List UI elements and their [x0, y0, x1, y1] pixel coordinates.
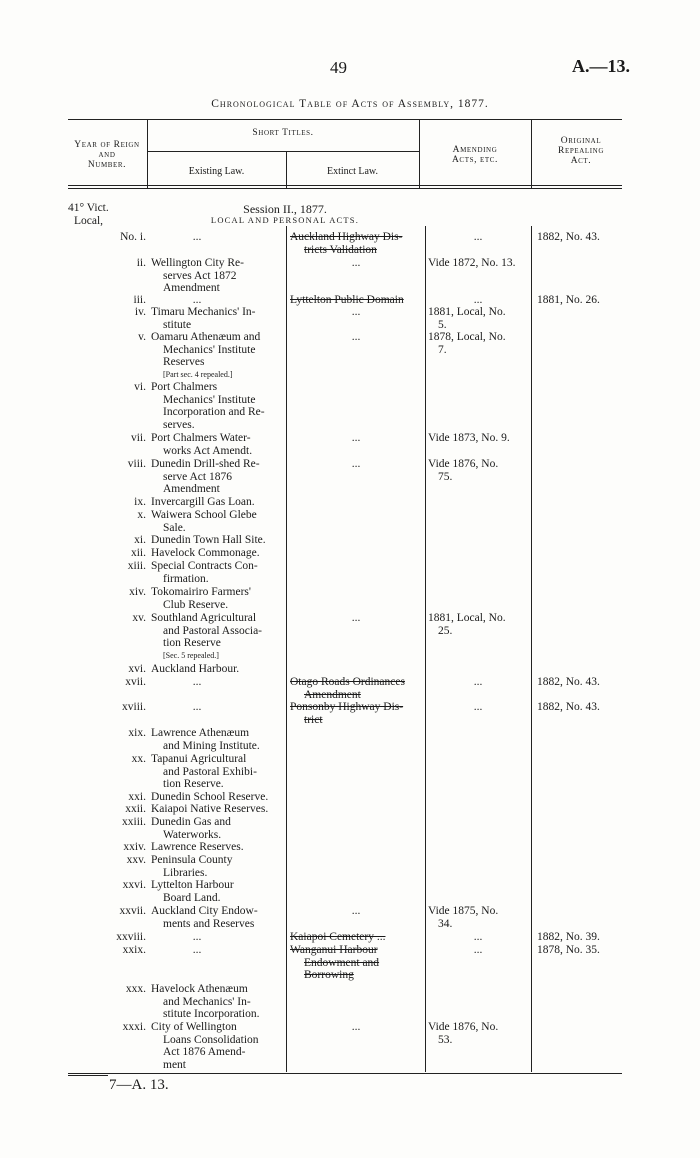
- existing-law-cell: [151, 432, 283, 457]
- act-number: xxix.: [122, 944, 146, 956]
- existing-law-line: Tokomairiro Farmers': [151, 586, 251, 598]
- existing-law-line: ...: [192, 931, 202, 943]
- existing-law-line: Invercargill Gas Loan.: [151, 496, 255, 508]
- act-number: xi.: [134, 534, 146, 546]
- existing-law-line: Loans Consolidation: [163, 1033, 259, 1046]
- extinct-law-cell: [290, 931, 422, 944]
- existing-law-line: Dunedin School Reserve.: [151, 791, 269, 803]
- act-number: ii.: [136, 257, 146, 269]
- existing-law-line: tion Reserve: [163, 637, 221, 649]
- act-number: viii.: [127, 458, 146, 470]
- existing-law-line: ments and Reserves: [163, 917, 255, 930]
- existing-law-line: Dunedin Town Hall Site.: [151, 534, 266, 546]
- existing-law-line: Board Land.: [163, 891, 221, 904]
- existing-law-line: Amendment: [163, 483, 220, 495]
- existing-law-line: ...: [192, 944, 202, 956]
- existing-law-cell: [151, 753, 283, 791]
- extinct-law-line: trict: [304, 713, 323, 726]
- act-number: iii.: [133, 294, 146, 306]
- act-number: xii.: [130, 547, 146, 559]
- existing-law-line: Lyttelton Harbour: [151, 879, 234, 891]
- existing-law-cell: [151, 676, 283, 689]
- existing-law-cell: [151, 560, 283, 585]
- existing-law-cell: [151, 803, 283, 816]
- act-number: xxx.: [125, 983, 146, 995]
- extinct-law-cell: [290, 306, 422, 319]
- existing-law-line: and Pastoral Exhibi-: [163, 765, 257, 778]
- existing-law-cell: [151, 306, 283, 331]
- act-number: iv.: [134, 306, 146, 318]
- existing-law-line: Southland Agricultural: [151, 612, 257, 624]
- existing-law-line: Port Chalmers: [151, 381, 218, 393]
- amending-act-line: Vide 1876, No.: [428, 1021, 499, 1033]
- amending-act-line: Vide 1876, No.: [428, 458, 499, 470]
- amending-act-line: Vide 1872, No. 13.: [428, 257, 516, 269]
- amending-acts-cell: [428, 306, 528, 331]
- amending-acts-cell: [428, 331, 528, 356]
- amending-act-line: 7.: [438, 343, 447, 356]
- existing-law-line: Dunedin Gas and: [151, 816, 231, 828]
- extinct-law-cell: [290, 294, 422, 307]
- existing-law-cell: [151, 331, 283, 381]
- extinct-law-line: Lyttelton Public Domain: [290, 294, 404, 306]
- extinct-law-line: Otago Roads Ordinances: [290, 676, 405, 688]
- existing-law-cell: [151, 816, 283, 841]
- existing-law-cell: [151, 381, 283, 431]
- existing-law-line: serves Act 1872: [163, 269, 237, 282]
- amending-acts-cell: [428, 905, 528, 930]
- existing-law-line: Oamaru Athenæum and: [151, 331, 261, 343]
- extinct-law-cell: [290, 944, 422, 982]
- existing-law-line: Havelock Commonage.: [151, 547, 260, 559]
- act-number: xxvi.: [122, 879, 146, 891]
- existing-law-line: Act 1876 Amend-: [163, 1046, 246, 1058]
- extinct-law-line: ...: [351, 458, 361, 470]
- existing-law-line: Lawrence Athenæum: [151, 727, 250, 739]
- existing-law-cell: [151, 612, 283, 662]
- act-number: xxiii.: [122, 816, 146, 828]
- repealing-act: 1882, No. 43.: [537, 676, 600, 688]
- existing-law-cell: [151, 931, 283, 944]
- amending-act-line: ...: [473, 294, 483, 306]
- existing-law-line: Special Contracts Con-: [151, 560, 258, 572]
- extinct-law-line: ...: [351, 1021, 361, 1033]
- existing-law-cell: [151, 791, 283, 804]
- existing-law-line: Timaru Mechanics' In-: [151, 306, 256, 318]
- session-title: Session II., 1877.: [243, 202, 327, 216]
- act-number: xxiv.: [123, 841, 146, 853]
- footer-rule: [68, 1075, 108, 1076]
- amending-acts-cell: [428, 257, 528, 270]
- act-number: xxxi.: [122, 1021, 146, 1033]
- existing-law-line: Wellington City Re-: [151, 257, 244, 269]
- existing-law-cell: [151, 509, 283, 534]
- amending-act-line: 1881, Local, No.: [428, 612, 506, 624]
- existing-law-line: ...: [192, 701, 202, 713]
- existing-law-line: Incorporation and Re-: [163, 406, 265, 418]
- existing-law-line: Waiwera School Glebe: [151, 509, 257, 521]
- existing-law-line: Peninsula County: [151, 854, 233, 866]
- amending-act-line: 1881, Local, No.: [428, 306, 506, 318]
- amending-acts-cell: [428, 931, 528, 944]
- existing-law-line: Mechanics' Institute: [163, 343, 256, 356]
- existing-law-cell: [151, 879, 283, 904]
- extinct-law-cell: [290, 432, 422, 445]
- act-number: No. i.: [120, 231, 146, 243]
- extinct-law-line: tricts Validation: [304, 243, 377, 256]
- header-short-titles: Short Titles.: [252, 128, 314, 138]
- existing-law-cell: [151, 1021, 283, 1071]
- amending-act-line: Vide 1873, No. 9.: [428, 432, 510, 444]
- amending-acts-cell: [428, 432, 528, 445]
- act-number: xix.: [128, 727, 146, 739]
- existing-law-line: Tapanui Agricultural: [151, 753, 247, 765]
- act-number: vi.: [134, 381, 146, 393]
- header-extinct-law: Extinct Law.: [326, 166, 378, 177]
- header-bottom-rule: [68, 185, 622, 186]
- amending-act-line: Vide 1875, No.: [428, 905, 499, 917]
- repealing-act: 1882, No. 43.: [537, 231, 600, 243]
- existing-law-cell: [151, 231, 283, 244]
- amending-act-line: ...: [473, 931, 483, 943]
- existing-law-line: stitute Incorporation.: [163, 1008, 260, 1020]
- extinct-law-line: Auckland Highway Dis-: [290, 231, 403, 243]
- existing-law-line: Sale.: [163, 521, 186, 534]
- amending-act-line: 53.: [438, 1033, 453, 1046]
- extinct-law-cell: [290, 612, 422, 625]
- existing-law-cell: [151, 534, 283, 547]
- existing-law-line: ...: [192, 231, 202, 243]
- repealing-act: 1878, No. 35.: [537, 944, 600, 956]
- act-number: xxi.: [128, 791, 146, 803]
- act-number: v.: [138, 331, 146, 343]
- act-number: xxv.: [126, 854, 146, 866]
- short-titles-rule: [147, 151, 419, 152]
- extinct-law-line: ...: [351, 257, 361, 269]
- extinct-law-line: Wanganui Harbour: [290, 944, 378, 956]
- existing-law-line: serve Act 1876: [163, 470, 232, 483]
- act-number: xiii.: [127, 560, 146, 572]
- act-number: xxviii.: [116, 931, 146, 943]
- existing-law-cell: [151, 944, 283, 957]
- extinct-law-cell: [290, 257, 422, 270]
- amending-acts-cell: [428, 676, 528, 689]
- existing-law-cell: [151, 905, 283, 930]
- page-number: 49: [330, 58, 347, 77]
- body-divider-existing: [286, 226, 287, 1072]
- extinct-law-cell: [290, 231, 422, 256]
- table-bottom-rule: [68, 1073, 622, 1074]
- extinct-law-line: Kaiapoi Cemetery ...: [290, 931, 386, 943]
- body-divider-extinct: [425, 226, 426, 1072]
- amending-acts-cell: [428, 612, 528, 637]
- act-number: xv.: [132, 612, 146, 624]
- extinct-law-line: ...: [351, 612, 361, 624]
- amending-acts-cell: [428, 458, 528, 483]
- amending-acts-cell: [428, 701, 528, 714]
- extinct-law-line: ...: [351, 432, 361, 444]
- extinct-law-cell: [290, 331, 422, 344]
- repeal-note: [Part sec. 4 repealed.]: [163, 369, 233, 379]
- act-number: xxii.: [125, 803, 146, 815]
- extinct-law-cell: [290, 458, 422, 471]
- amending-acts-cell: [428, 231, 528, 244]
- amending-act-line: 1878, Local, No.: [428, 331, 506, 343]
- repealing-act: 1882, No. 39.: [537, 931, 600, 943]
- existing-law-line: Dunedin Drill-shed Re-: [151, 458, 260, 470]
- act-number: ix.: [134, 496, 146, 508]
- extinct-law-line: Ponsonby Highway Dis-: [290, 701, 404, 713]
- act-number: xx.: [131, 753, 146, 765]
- existing-law-cell: [151, 841, 283, 854]
- page-reference: A.—13.: [572, 56, 630, 76]
- act-number: x.: [137, 509, 146, 521]
- header-bottom-rule-2: [68, 188, 622, 189]
- extinct-law-cell: [290, 1021, 422, 1034]
- existing-law-line: ment: [163, 1058, 186, 1071]
- header-amending: Amending Acts, etc.: [451, 145, 499, 165]
- existing-law-line: and Pastoral Associa-: [163, 624, 263, 637]
- extinct-law-line: ...: [351, 306, 361, 318]
- existing-law-cell: [151, 547, 283, 560]
- amending-acts-cell: [428, 1021, 528, 1046]
- existing-law-line: Club Reserve.: [163, 598, 229, 611]
- existing-law-cell: [151, 294, 283, 307]
- act-number: vii.: [130, 432, 146, 444]
- existing-law-cell: [151, 701, 283, 714]
- table-top-rule: [68, 119, 622, 120]
- existing-law-line: works Act Amendt.: [163, 444, 253, 457]
- header-year: Year of Reign and Number.: [74, 140, 140, 170]
- existing-law-line: Kaiapoi Native Reserves.: [151, 803, 269, 815]
- existing-law-cell: [151, 496, 283, 509]
- extinct-law-line: Amendment: [304, 688, 361, 701]
- existing-law-line: City of Wellington: [151, 1021, 237, 1033]
- act-number: xvii.: [125, 676, 146, 688]
- amending-acts-cell: [428, 294, 528, 307]
- repealing-act: 1881, No. 26.: [537, 294, 600, 306]
- extinct-law-cell: [290, 701, 422, 726]
- year-reign: 41° Vict. Local,: [68, 202, 109, 227]
- extinct-law-line: Borrowing: [304, 969, 354, 981]
- existing-law-cell: [151, 257, 283, 295]
- extinct-law-cell: [290, 905, 422, 918]
- existing-law-cell: [151, 727, 283, 752]
- header-existing-law: Existing Law.: [188, 166, 245, 177]
- existing-law-line: Libraries.: [163, 866, 208, 879]
- extinct-law-cell: [290, 676, 422, 701]
- existing-law-cell: [151, 458, 283, 496]
- existing-law-line: and Mining Institute.: [163, 739, 260, 752]
- repealing-act: 1882, No. 43.: [537, 701, 600, 713]
- extinct-law-line: ...: [351, 905, 361, 917]
- amending-acts-cell: [428, 944, 528, 957]
- body-divider-amending: [531, 226, 532, 1072]
- amending-act-line: 75.: [438, 470, 453, 483]
- act-number: xiv.: [129, 586, 146, 598]
- existing-law-line: ...: [192, 294, 202, 306]
- existing-law-cell: [151, 663, 283, 676]
- act-number: xxvii.: [119, 905, 146, 917]
- existing-law-line: Port Chalmers Water-: [151, 432, 251, 444]
- existing-law-cell: [151, 854, 283, 879]
- existing-law-line: Waterworks.: [163, 828, 222, 841]
- session-subtitle: LOCAL AND PERSONAL ACTS.: [210, 215, 360, 225]
- existing-law-line: Havelock Athenæum: [151, 983, 248, 995]
- extinct-law-line: Endowment and: [304, 956, 380, 969]
- act-number: xviii.: [122, 701, 146, 713]
- amending-act-line: ...: [473, 701, 483, 713]
- existing-law-line: Mechanics' Institute: [163, 393, 256, 406]
- amending-act-line: ...: [473, 676, 483, 688]
- amending-act-line: 34.: [438, 917, 453, 930]
- page-footer: 7—A. 13.: [109, 1077, 169, 1093]
- existing-law-cell: [151, 983, 283, 1021]
- existing-law-line: Amendment: [163, 282, 220, 294]
- amending-act-line: 5.: [438, 318, 447, 331]
- amending-act-line: 25.: [438, 624, 453, 637]
- existing-law-line: Reserves: [163, 356, 205, 368]
- existing-law-line: Auckland City Endow-: [151, 905, 258, 917]
- existing-law-line: serves.: [163, 418, 195, 431]
- existing-law-line: firmation.: [163, 572, 209, 585]
- existing-law-line: stitute: [163, 318, 192, 331]
- act-number: xvi.: [128, 663, 146, 675]
- repeal-note: [Sec. 5 repealed.]: [163, 650, 219, 660]
- existing-law-line: tion Reserve.: [163, 778, 224, 790]
- existing-law-cell: [151, 586, 283, 611]
- extinct-law-line: ...: [351, 331, 361, 343]
- existing-law-line: Lawrence Reserves.: [151, 841, 244, 853]
- amending-act-line: ...: [473, 944, 483, 956]
- existing-law-line: Auckland Harbour.: [151, 663, 240, 675]
- page-title: Chronological Table of Acts of Assembly, 1877.: [211, 98, 489, 110]
- existing-law-line: and Mechanics' In-: [163, 995, 251, 1008]
- amending-act-line: ...: [473, 231, 483, 243]
- existing-law-line: ...: [192, 676, 202, 688]
- header-original: Original Repealing Act.: [558, 136, 604, 166]
